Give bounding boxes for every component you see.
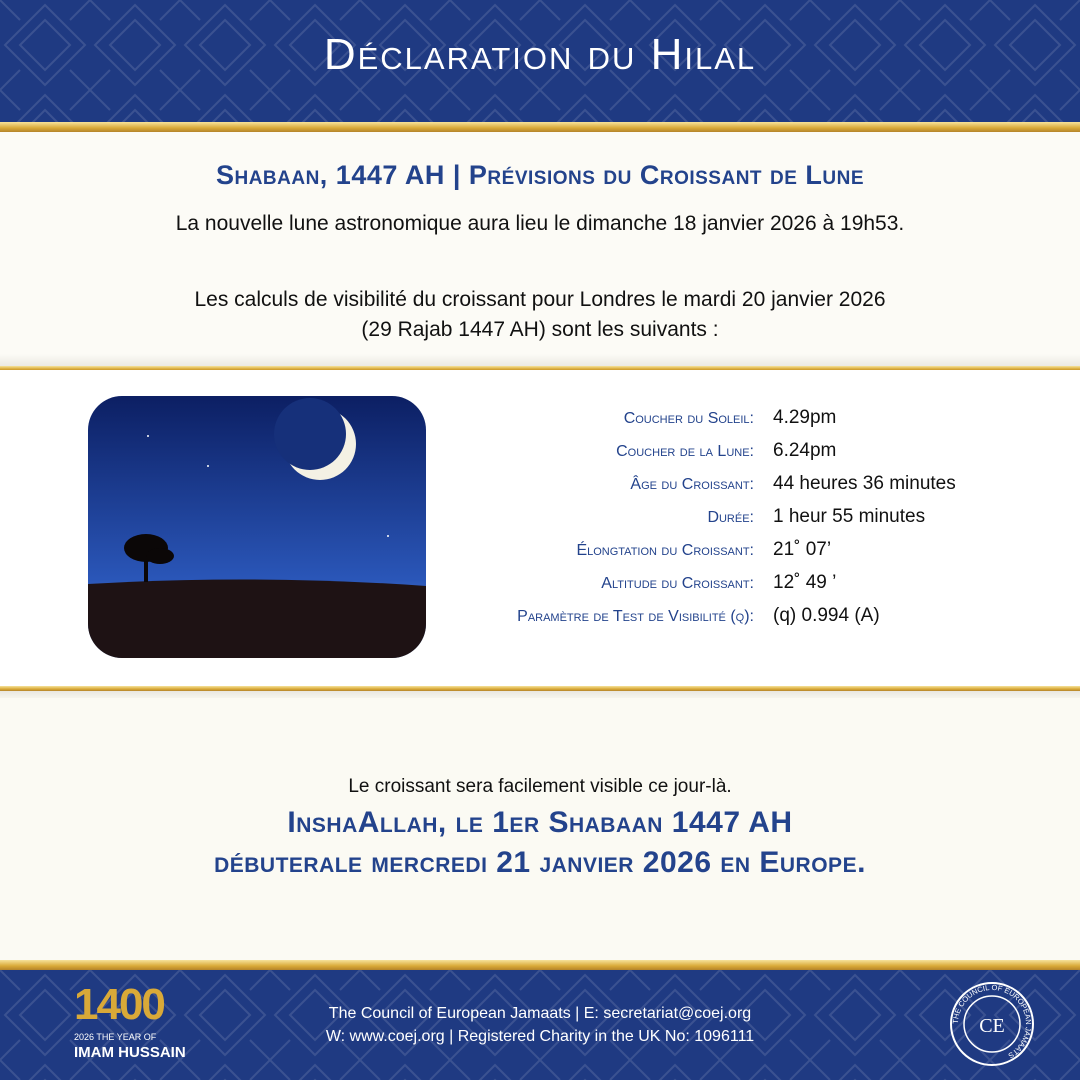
detail-value: 44 heures 36 minutes xyxy=(773,473,956,494)
announcement-line2: débuterale mercredi 21 janvier 2026 en Europe. xyxy=(214,846,866,879)
detail-row-crescent-age xyxy=(440,468,1040,501)
detail-row-duration xyxy=(440,501,1040,534)
detail-label: Coucher de la Lune: xyxy=(616,443,754,460)
detail-row-elongation xyxy=(440,534,1040,567)
detail-label: Élongtation du Croissant: xyxy=(576,542,754,559)
calculation-text-line2: (29 Rajab 1447 AH) sont les suivants : xyxy=(361,318,719,341)
detail-row-altitude xyxy=(440,567,1040,600)
svg-text:THE COUNCIL OF EUROPEAN JAMAAT: THE COUNCIL OF EUROPEAN JAMAATS xyxy=(950,982,1034,1061)
detail-label: Durée: xyxy=(707,509,754,526)
visibility-statement: Le croissant sera facilement visible ce jour-là. xyxy=(348,776,732,797)
detail-value: 1 heur 55 minutes xyxy=(773,506,926,527)
footer-contact xyxy=(0,1002,1080,1048)
calculation-text-line1: Les calculs de visibilité du croissant pour Londres le mardi 20 janvier 2026 xyxy=(194,288,886,311)
logo-year-text: 2026 THE YEAR OF xyxy=(74,1032,157,1042)
detail-row-moonset xyxy=(440,435,1040,468)
conclusion-section xyxy=(0,698,1080,960)
logo-number: 1400 xyxy=(74,980,164,1029)
detail-label: Altitude du Croissant: xyxy=(601,575,754,592)
detail-value: (q) 0.994 (A) xyxy=(773,605,880,626)
intro-section xyxy=(0,132,1080,354)
new-moon-text: La nouvelle lune astronomique aura lieu le dimanche 18 janvier 2026 à 19h53. xyxy=(175,212,905,235)
crescent-moon-night-sky-image xyxy=(88,396,426,658)
crescent-moon-photo xyxy=(88,396,426,658)
footer-line2: W: www.coej.org | Registered Charity in the UK No: 1096111 xyxy=(325,1028,755,1045)
detail-row-sunset xyxy=(440,402,1040,435)
detail-value: 4.29pm xyxy=(773,407,837,428)
announcement-line1: InshaAllah, le 1er Shabaan 1447 AH xyxy=(287,806,793,839)
svg-text:CE: CE xyxy=(979,1015,1005,1037)
forecast-subtitle: Shabaan, 1447 AH | Prévisions du Croissant de Lune xyxy=(215,160,865,190)
page-title: Déclaration du Hilal xyxy=(323,30,757,79)
details-panel xyxy=(0,370,1080,686)
gold-divider-bottom xyxy=(0,960,1080,970)
detail-value: 12˚ 49 ’ xyxy=(773,572,837,593)
header-banner xyxy=(0,0,1080,122)
coej-seal-logo xyxy=(948,980,1036,1068)
footer-line1: The Council of European Jamaats | E: secretariat@coej.org xyxy=(328,1005,752,1022)
detail-value: 6.24pm xyxy=(773,440,837,461)
crescent-details-list xyxy=(440,402,1040,633)
detail-label: Coucher du Soleil: xyxy=(623,410,754,427)
detail-row-visibility-test xyxy=(440,600,1040,633)
logo-name-text: IMAM HUSSAIN xyxy=(74,1044,186,1061)
detail-label: Paramètre de Test de Visibilité (q): xyxy=(517,608,754,625)
footer xyxy=(0,970,1080,1080)
detail-label: Âge du Croissant: xyxy=(630,476,754,493)
detail-value: 21˚ 07’ xyxy=(773,539,832,560)
gold-divider-top xyxy=(0,122,1080,132)
